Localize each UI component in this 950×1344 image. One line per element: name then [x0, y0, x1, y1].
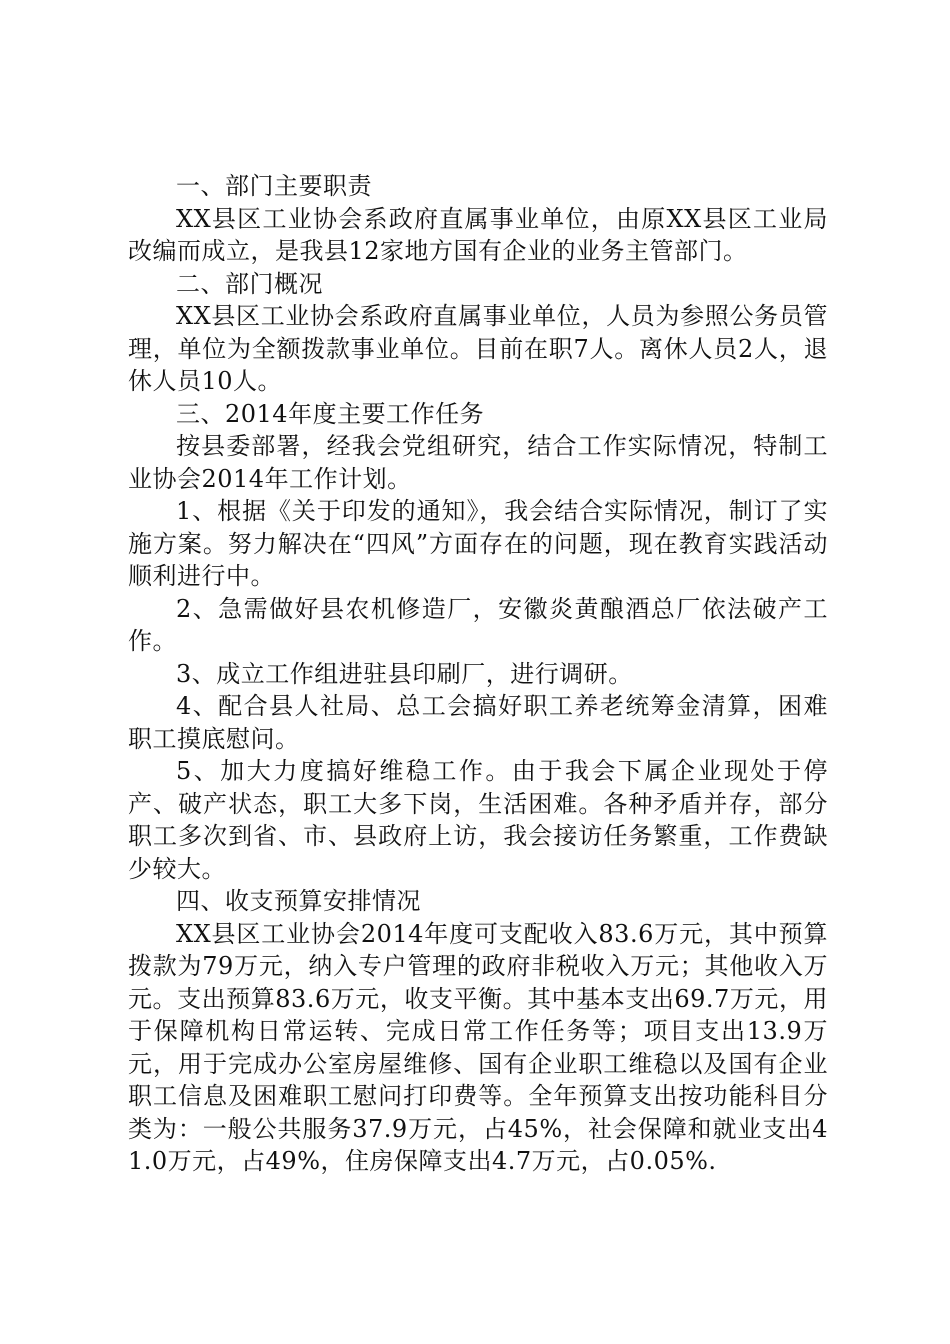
task-item-1: 1、根据《关于印发的通知》，我会结合实际情况，制订了实施方案。努力解决在“四风”方面存在的问题，现在教育实践活动顺利进行中。	[128, 497, 828, 590]
paragraph-overview: XX县区工业协会系政府直属事业单位，人员为参照公务员管理，单位为全额拨款事业单位。目前在职7人。离休人员2人，退休人员10人。	[128, 302, 828, 395]
task-item-2: 2、急需做好县农机修造厂，安徽炎黄酿酒总厂依法破产工作。	[128, 594, 828, 655]
task-item-4: 4、配合县人社局、总工会搞好职工养老统筹金清算，困难职工摸底慰问。	[128, 692, 828, 753]
task-item-3: 3、成立工作组进驻县印刷厂，进行调研。	[176, 659, 633, 688]
paragraph-duties: XX县区工业协会系政府直属事业单位，由原XX县区工业局改编而成立，是我县12家地方国有企业的业务主管部门。	[128, 204, 828, 265]
section-heading-tasks: 三、2014年度主要工作任务	[176, 399, 485, 428]
document-body	[128, 170, 828, 1178]
paragraph-budget: XX县区工业协会2014年度可支配收入83.6万元，其中预算拨款为79万元，纳入专户管理的政府非税收入万元；其他收入万元。支出预算83.6万元，收支平衡。其中基本支出69.7万元，用于保障机构日常运转、完成日常工作任务等；项目支出13.9万元，用于完成办公室房屋维修、国有企业职工维稳以及国有企业职工信息及困难职工慰问打印费等。全年预算支出按功能科目分类为：一般公共服务37.9万元，占45%，社会保障和就业支出41.0万元，占49%，住房保障支出4.7万元，占0.05%.	[128, 919, 828, 1175]
section-heading-budget: 四、收支预算安排情况	[176, 887, 421, 915]
paragraph-tasks-intro: 按县委部署，经我会党组研究，结合工作实际情况，特制工业协会2014年工作计划。	[128, 432, 828, 493]
section-heading-overview: 二、部门概况	[176, 269, 323, 298]
section-heading-duties: 一、部门主要职责	[176, 172, 372, 200]
task-item-5: 5、加大力度搞好维稳工作。由于我会下属企业现处于停产、破产状态，职工大多下岗，生活困难。各种矛盾并存，部分职工多次到省、市、县政府上访，我会接访任务繁重，工作费缺少较大。	[128, 757, 828, 883]
